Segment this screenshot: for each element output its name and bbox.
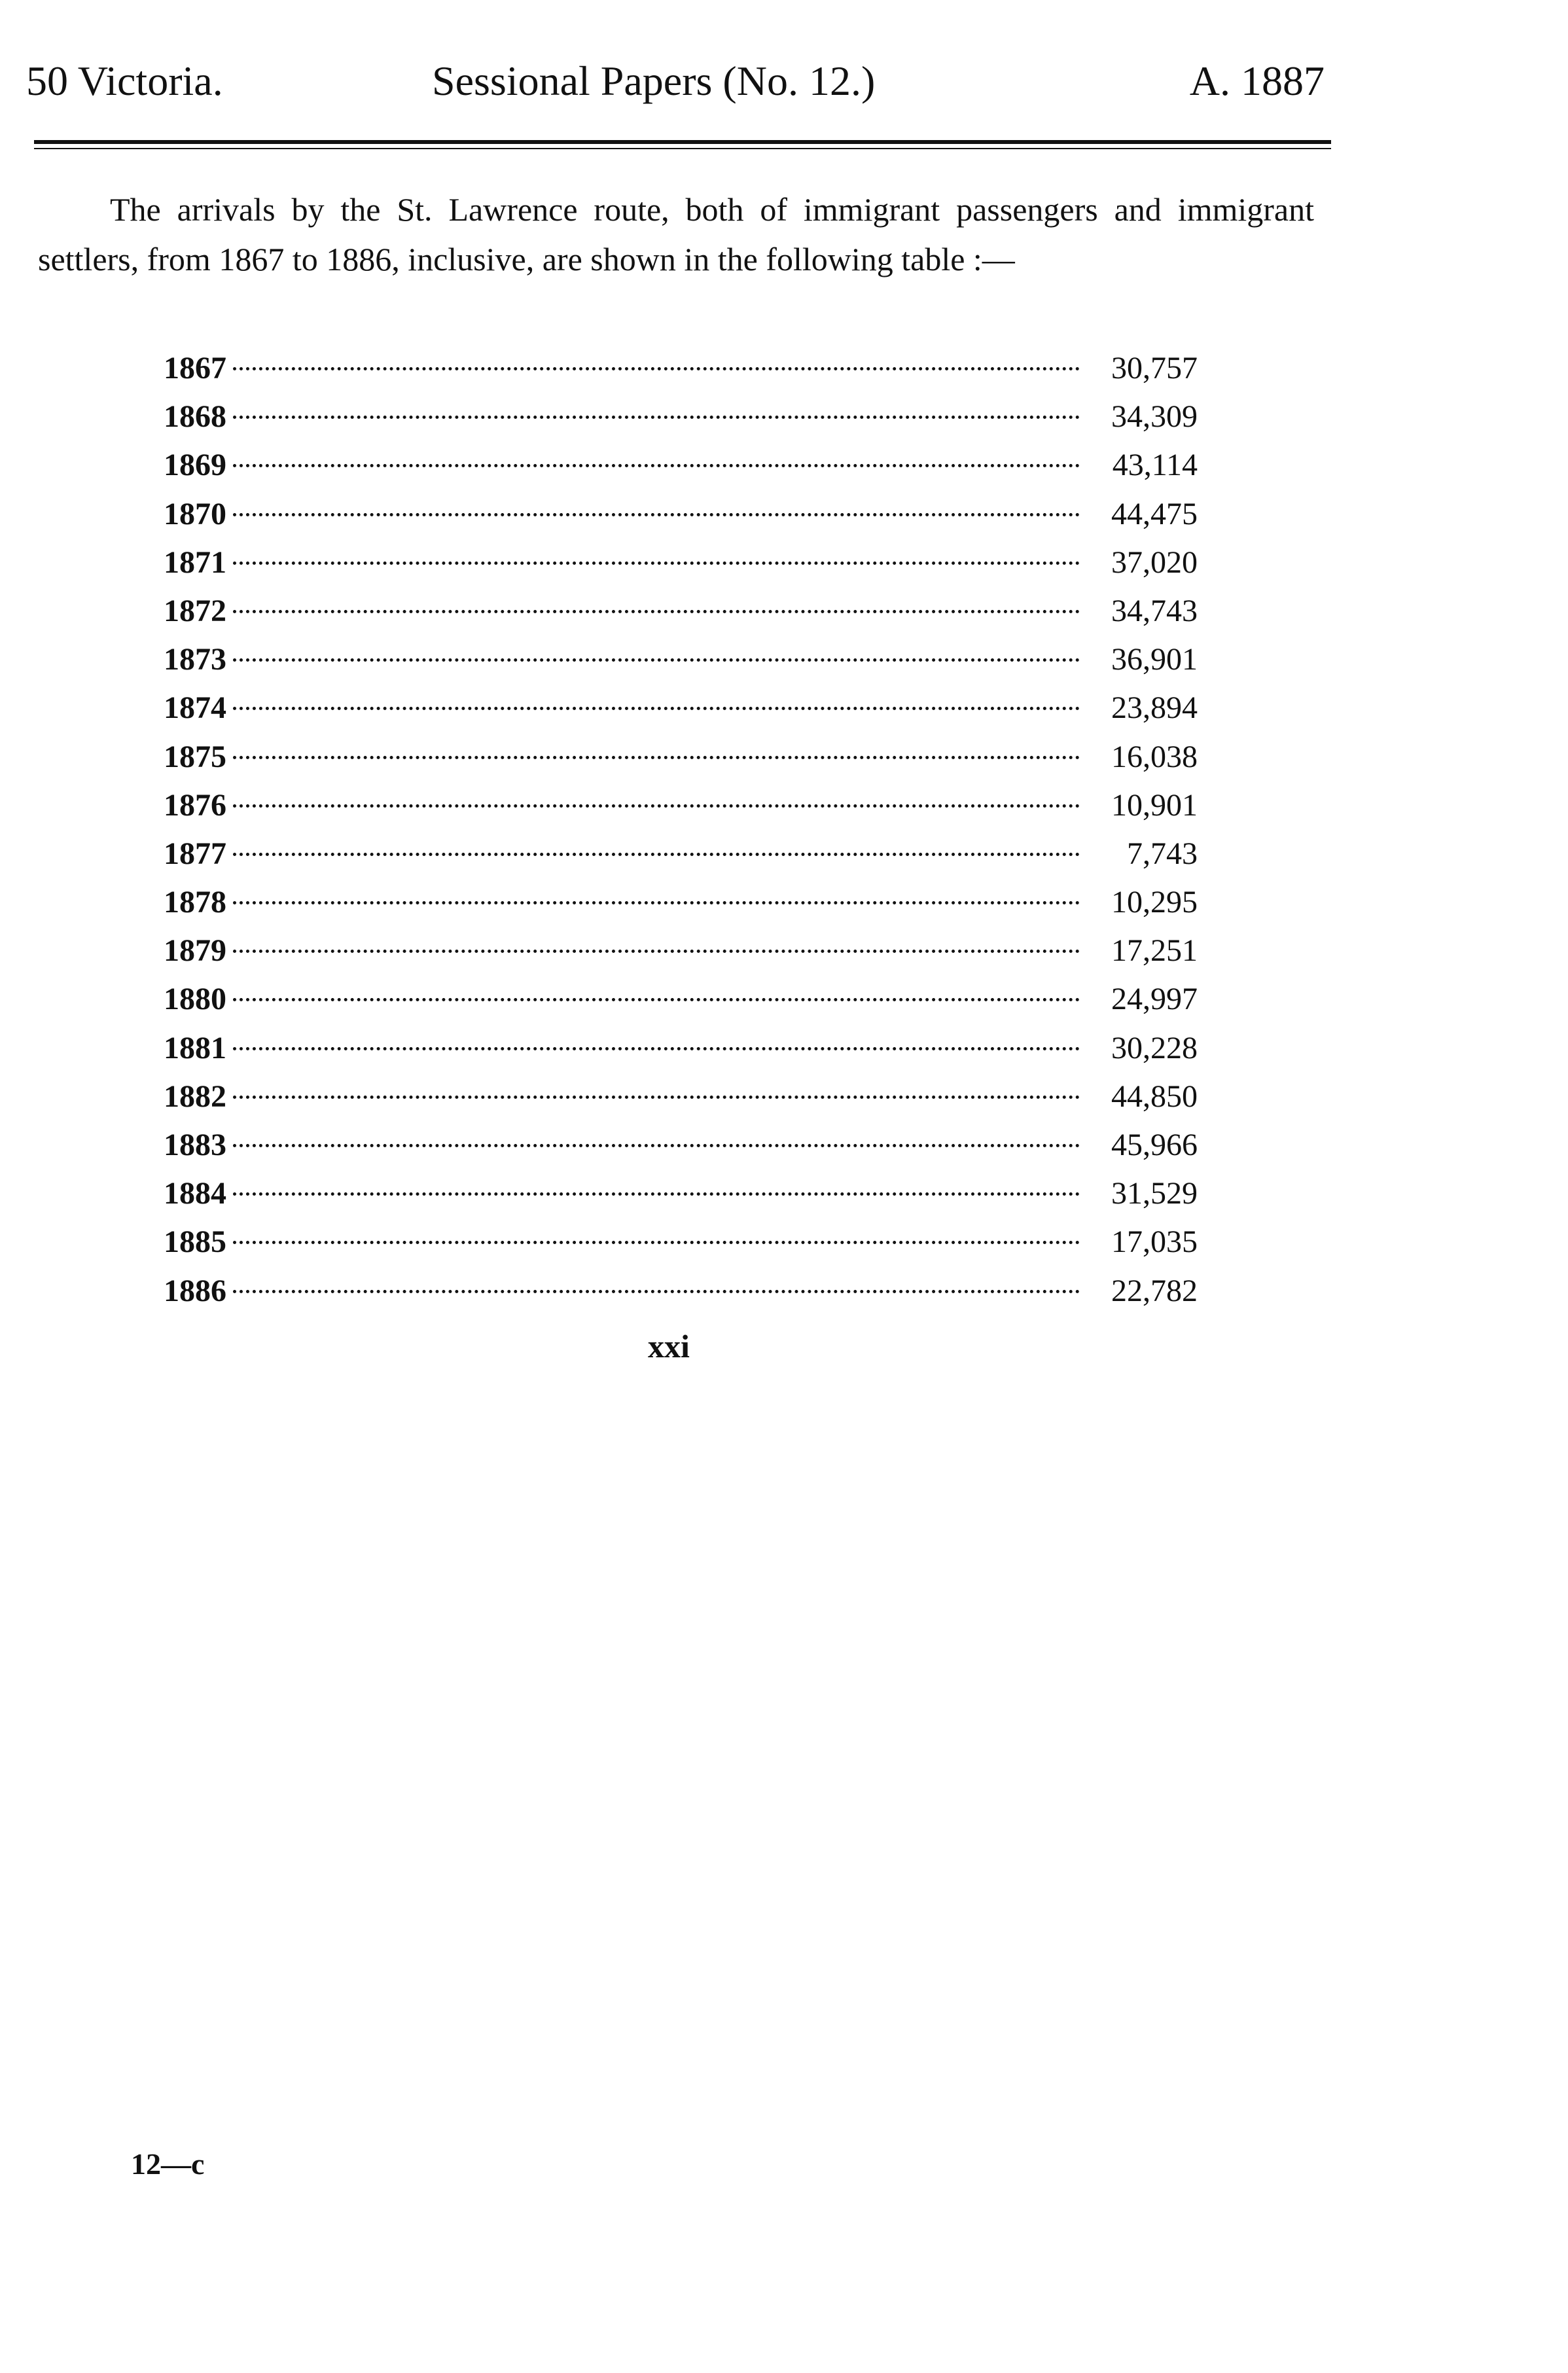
arrivals-value-cell: 23,894	[1111, 690, 1198, 726]
year-cell: 1879	[164, 933, 226, 969]
arrivals-value-cell: 44,475	[1111, 496, 1198, 531]
year-cell: 1878	[164, 885, 226, 920]
table-row	[164, 830, 1198, 878]
table-row	[164, 1267, 1198, 1315]
dot-leader	[233, 1290, 1080, 1293]
header-rule-thick	[34, 140, 1331, 144]
dot-leader	[233, 1047, 1080, 1050]
dot-leader	[233, 1192, 1080, 1196]
year-cell: 1876	[164, 787, 226, 823]
dot-leader	[233, 853, 1080, 856]
table-row	[164, 1024, 1198, 1073]
arrivals-value-cell: 45,966	[1111, 1128, 1198, 1162]
table-row	[164, 344, 1198, 393]
arrivals-value-cell: 7,743	[1127, 836, 1198, 871]
dot-leader	[233, 1241, 1080, 1244]
page-number: xxi	[648, 1328, 690, 1365]
table-row	[164, 587, 1198, 635]
table-row	[164, 393, 1198, 441]
table-row	[164, 539, 1198, 587]
table-row	[164, 1073, 1198, 1121]
signature-mark: 12—c	[131, 2147, 205, 2181]
dot-leader	[233, 1096, 1080, 1099]
table-row	[164, 781, 1198, 830]
table-row	[164, 441, 1198, 490]
arrivals-value-cell: 30,228	[1111, 1030, 1198, 1065]
year-cell: 1885	[164, 1224, 226, 1260]
table-row	[164, 878, 1198, 927]
header-rule-thin	[34, 148, 1331, 149]
arrivals-value-cell: 17,035	[1111, 1224, 1198, 1260]
year-cell: 1867	[164, 351, 226, 385]
table-row	[164, 975, 1198, 1024]
dot-leader	[233, 756, 1080, 759]
arrivals-value-cell: 10,901	[1111, 787, 1198, 823]
arrivals-value-cell: 36,901	[1111, 642, 1198, 677]
dot-leader	[233, 610, 1080, 613]
year-cell: 1875	[164, 739, 226, 774]
running-header-left: 50 Victoria.	[26, 58, 223, 104]
dot-leader	[233, 950, 1080, 953]
year-cell: 1883	[164, 1128, 226, 1162]
year-cell: 1868	[164, 399, 226, 435]
dot-leader	[233, 901, 1080, 904]
year-cell: 1870	[164, 496, 226, 531]
arrivals-value-cell: 17,251	[1111, 933, 1198, 969]
arrivals-value-cell: 43,114	[1112, 448, 1198, 483]
year-cell: 1884	[164, 1176, 226, 1211]
table-row	[164, 733, 1198, 781]
dot-leader	[233, 513, 1080, 516]
year-cell: 1886	[164, 1273, 226, 1308]
arrivals-value-cell: 30,757	[1111, 351, 1198, 385]
arrivals-value-cell: 34,743	[1111, 593, 1198, 628]
table-row	[164, 1218, 1198, 1266]
dot-leader	[233, 658, 1080, 662]
table-row	[164, 684, 1198, 732]
arrivals-value-cell: 16,038	[1111, 739, 1198, 774]
table-row	[164, 635, 1198, 684]
arrivals-table	[164, 344, 1198, 1315]
table-row	[164, 1169, 1198, 1218]
year-cell: 1880	[164, 982, 226, 1017]
year-cell: 1882	[164, 1079, 226, 1114]
arrivals-value-cell: 10,295	[1111, 885, 1198, 920]
year-cell: 1877	[164, 836, 226, 871]
year-cell: 1869	[164, 448, 226, 483]
table-row	[164, 927, 1198, 975]
year-cell: 1881	[164, 1030, 226, 1065]
table-row	[164, 1121, 1198, 1169]
dot-leader	[233, 416, 1080, 419]
table-row	[164, 490, 1198, 539]
arrivals-value-cell: 37,020	[1111, 544, 1198, 580]
dot-leader	[233, 367, 1080, 370]
year-cell: 1874	[164, 690, 226, 726]
year-cell: 1872	[164, 593, 226, 628]
dot-leader	[233, 1144, 1080, 1147]
dot-leader	[233, 707, 1080, 710]
arrivals-value-cell: 44,850	[1111, 1079, 1198, 1114]
running-header-title: Sessional Papers (No. 12.)	[432, 58, 876, 104]
dot-leader	[233, 562, 1080, 565]
dot-leader	[233, 804, 1080, 808]
arrivals-value-cell: 31,529	[1111, 1176, 1198, 1211]
arrivals-value-cell: 24,997	[1111, 982, 1198, 1017]
dot-leader	[233, 464, 1080, 467]
arrivals-value-cell: 22,782	[1111, 1273, 1198, 1308]
year-cell: 1873	[164, 642, 226, 677]
running-header-year: A. 1887	[1189, 58, 1325, 104]
dot-leader	[233, 998, 1080, 1001]
intro-paragraph: The arrivals by the St. Lawrence route, both of immigrant passengers and immigrant settlers, from 1867 to 1886, inclusive, are shown in the following table :—	[38, 191, 1314, 277]
year-cell: 1871	[164, 544, 226, 580]
arrivals-value-cell: 34,309	[1111, 399, 1198, 435]
